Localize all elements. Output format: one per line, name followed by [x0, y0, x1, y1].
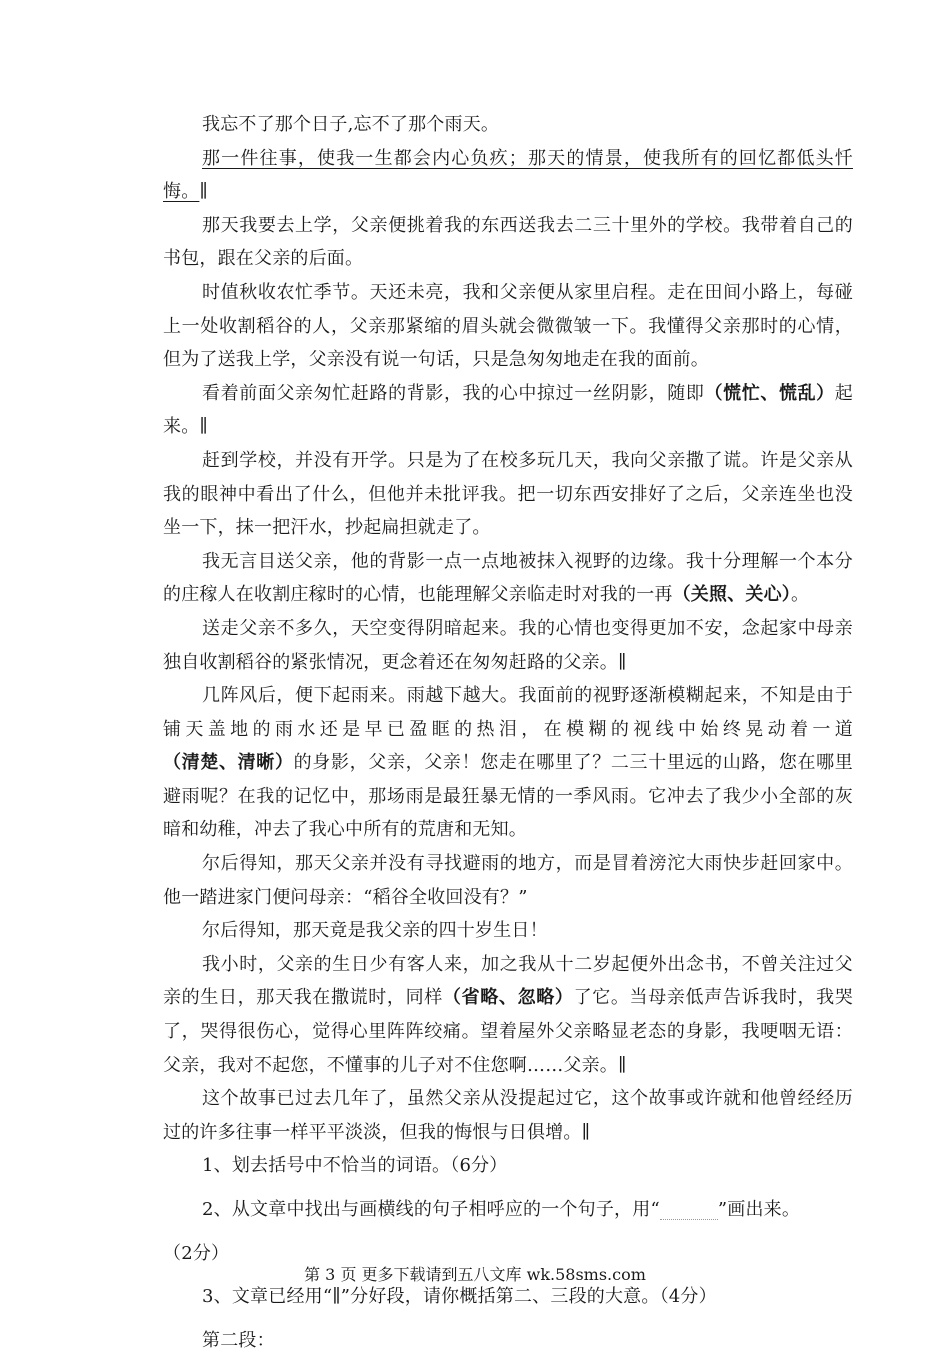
paragraph-text: 尔后得知，那天父亲并没有寻找避雨的地方，而是冒着滂沱大雨快步赶回家中。他一踏进家门便问母亲：“稻谷全收回没有？” [163, 853, 853, 908]
paragraph-text: 那天我要去上学，父亲便挑着我的东西送我去二三十里外的学校。我带着自己的书包，跟在父亲的后面。 [163, 214, 853, 270]
paragraph-text: 我忘不了那个日子,忘不了那个雨天。 [202, 114, 500, 135]
paragraph-6 [163, 444, 853, 545]
paragraph-2 [163, 142, 853, 209]
page-footer: 第 3 页 更多下载请到五八文库 wk.58sms.com [304, 1265, 646, 1284]
paragraph-text: 看着前面父亲匆忙赶路的背影，我的心中掠过一丝阴影，随即 [202, 382, 705, 404]
article-body [163, 108, 853, 1357]
paragraph-10 [163, 847, 853, 914]
paragraph-8 [163, 612, 853, 679]
question-2 [163, 1193, 853, 1227]
paragraph-text: 送走父亲不多久，天空变得阴暗起来。我的心情也变得更加不安，念起家中母亲独自收割稻谷的紧张情况，更念着还在匆匆赶路的父亲。∥ [163, 617, 853, 673]
question-text: 3、文章已经用“∥”分好段，请你概括第二、三段的大意。（4分） [202, 1286, 717, 1308]
paragraph-text: 几阵风后，便下起雨来。雨越下越大。我面前的视野逐渐模糊起来，不知是由于铺天盖地的雨水还是早已盈眶的热泪，在模糊的视线中始终晃动着一道 [163, 685, 853, 740]
paragraph-text: 尔后得知，那天竟是我父亲的四十岁生日！ [202, 920, 548, 942]
question-score: （2分） [163, 1242, 230, 1264]
word-choice-bracket: （关照、关心） [672, 584, 792, 606]
paragraph-13 [163, 1082, 853, 1149]
paragraph-4 [163, 276, 853, 377]
paragraph-text: 这个故事已过去几年了，虽然父亲从没提起过它，这个故事或许就和他曾经经历过的许多往事一样平平淡淡，但我的悔恨与日俱增。∥ [163, 1088, 853, 1143]
paragraph-1 [163, 108, 853, 142]
paragraph-12 [163, 948, 853, 1082]
word-choice-bracket: （省略、忽略） [442, 987, 574, 1009]
paragraph-9 [163, 679, 853, 847]
question-3 [163, 1280, 853, 1314]
paragraph-text: 的身影，父亲，父亲！您走在哪里了？二三十里远的山路，您在哪里避雨呢？在我的记忆中，那场雨是最狂暴无情的一季风雨。它冲去了我少小全部的灰暗和幼稚，冲去了我心中所有的荒唐和无知。 [163, 752, 854, 841]
question-text: 1、划去括号中不恰当的词语。（6分） [202, 1155, 508, 1177]
answer-label: 第二段： [202, 1329, 275, 1351]
paragraph-5 [163, 377, 853, 444]
paragraph-text: 时值秋收农忙季节。天还未亮，我和父亲便从家里启程。走在田间小路上，每碰上一处收割稻谷的人，父亲那紧缩的眉头就会微微皱一下。我懂得父亲那时的心情，但为了送我上学，父亲没有说一句话，只是急匆匆地走在我的面前。 [163, 281, 853, 371]
paragraph-text: 起来。∥ [163, 382, 853, 438]
question-text: ”画出来。 [717, 1199, 801, 1220]
paragraph-11 [163, 914, 853, 948]
paragraph-text: 我小时，父亲的生日少有客人来，加之我从十二岁起便外出念书，不曾关注过父亲的生日，那天我在撒谎时，同样 [163, 953, 853, 1009]
word-choice-bracket: （清楚、清晰） [163, 752, 294, 774]
paragraph-text: 我无言目送父亲，他的背影一点一点地被抹入视野的边缘。我十分理解一个本分的庄稼人在收割庄稼时的心情，也能理解父亲临走时对我的一再 [163, 550, 853, 606]
underlined-sentence: 那一件往事，使我一生都会内心负疚；那天的情景，使我所有的回忆都低头忏悔。 [163, 147, 853, 203]
paragraph-text: 。 [791, 584, 810, 606]
word-choice-bracket: （慌忙、慌乱） [704, 382, 835, 404]
question-1 [163, 1149, 853, 1183]
wavy-underline-sample [660, 1201, 718, 1220]
question-text: 2、从文章中找出与画横线的句子相呼应的一个句子，用“ [202, 1199, 660, 1220]
paragraph-3 [163, 209, 853, 276]
paragraph-7 [163, 545, 853, 612]
question-3-section-label [163, 1324, 853, 1357]
section-mark: ∥ [199, 181, 208, 203]
paragraph-text: 赶到学校，并没有开学。只是为了在校多玩几天，我向父亲撒了谎。许是父亲从我的眼神中看出了什么，但他并未批评我。把一切东西安排好了之后，父亲连坐也没坐一下，抹一把汗水，抄起扁担就走了。 [163, 449, 853, 539]
paragraph-text: 了它。当母亲低声告诉我时，我哭了，哭得很伤心，觉得心里阵阵绞痛。望着屋外父亲略显老态的身影，我哽咽无语：父亲，我对不起您，不懂事的儿子对不住您啊……父亲。∥ [163, 987, 854, 1076]
